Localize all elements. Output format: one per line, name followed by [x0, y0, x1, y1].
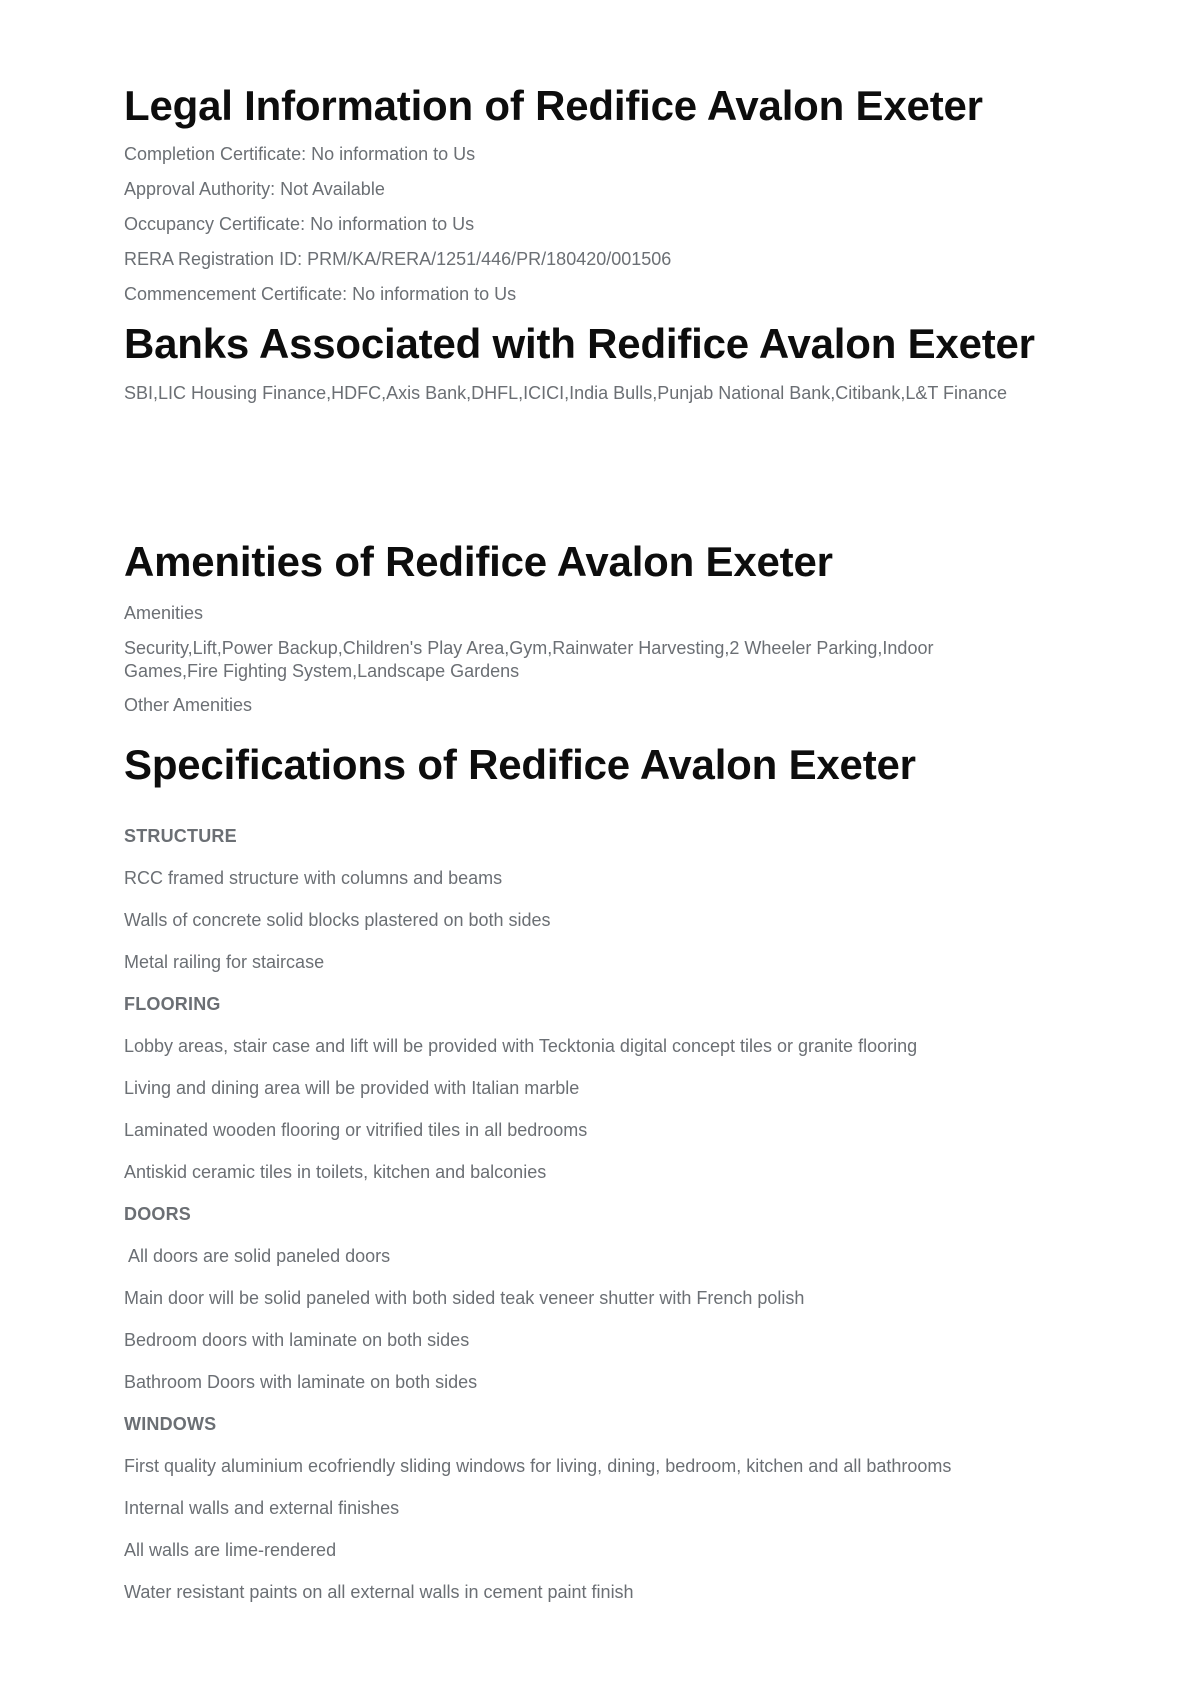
- other-amenities-label: Other Amenities: [124, 695, 253, 715]
- legal-occupancy-certificate: Occupancy Certificate: No information to Us: [124, 214, 475, 234]
- spec-structure-item: Metal railing for staircase: [124, 952, 325, 972]
- spec-windows-item: Water resistant paints on all external walls in cement paint finish: [124, 1582, 634, 1602]
- spec-structure-item: RCC framed structure with columns and beams: [124, 868, 503, 888]
- specifications-title: Specifications of Redifice Avalon Exeter: [124, 741, 916, 788]
- legal-title: Legal Information of Redifice Avalon Exeter: [124, 82, 983, 129]
- legal-commencement-certificate: Commencement Certificate: No information to Us: [124, 284, 517, 304]
- amenities-list: Security,Lift,Power Backup,Children's Play Area,Gym,Rainwater Harvesting,2 Wheeler Parking,Indoor Games,Fire Fighting System,Landscape Gardens: [124, 638, 934, 681]
- spec-structure-item: Walls of concrete solid blocks plastered on both sides: [124, 910, 551, 930]
- spec-flooring-item: Lobby areas, stair case and lift will be provided with Tecktonia digital concept tiles or granite flooring: [124, 1036, 918, 1056]
- spec-doors-item: Bedroom doors with laminate on both sides: [124, 1330, 470, 1350]
- spec-windows-item: All walls are lime-rendered: [124, 1540, 337, 1560]
- spec-heading-flooring: FLOORING: [124, 994, 221, 1014]
- spec-flooring-item: Laminated wooden flooring or vitrified tiles in all bedrooms: [124, 1120, 588, 1140]
- spec-windows-item: Internal walls and external finishes: [124, 1498, 400, 1518]
- banks-list: SBI,LIC Housing Finance,HDFC,Axis Bank,DHFL,ICICI,India Bulls,Punjab National Bank,Citibank,L&T Finance: [124, 383, 1008, 403]
- amenities-label: Amenities: [124, 603, 204, 623]
- spec-flooring-item: Living and dining area will be provided with Italian marble: [124, 1078, 580, 1098]
- spec-doors-item: All doors are solid paneled doors: [124, 1246, 391, 1266]
- banks-title: Banks Associated with Redifice Avalon Exeter: [124, 320, 1035, 367]
- amenities-title: Amenities of Redifice Avalon Exeter: [124, 538, 833, 585]
- legal-rera-registration-id: RERA Registration ID: PRM/KA/RERA/1251/446/PR/180420/001506: [124, 249, 672, 269]
- legal-approval-authority: Approval Authority: Not Available: [124, 179, 385, 199]
- spec-heading-windows: WINDOWS: [124, 1414, 217, 1434]
- spec-heading-structure: STRUCTURE: [124, 826, 237, 846]
- spec-heading-doors: DOORS: [124, 1204, 192, 1224]
- legal-completion-certificate: Completion Certificate: No information to Us: [124, 144, 476, 164]
- spec-windows-item: First quality aluminium ecofriendly sliding windows for living, dining, bedroom, kitchen and all bathrooms: [124, 1456, 952, 1476]
- spec-flooring-item: Antiskid ceramic tiles in toilets, kitchen and balconies: [124, 1162, 547, 1182]
- spec-doors-item: Main door will be solid paneled with both sided teak veneer shutter with French polish: [124, 1288, 805, 1308]
- spec-doors-item: Bathroom Doors with laminate on both sides: [124, 1372, 478, 1392]
